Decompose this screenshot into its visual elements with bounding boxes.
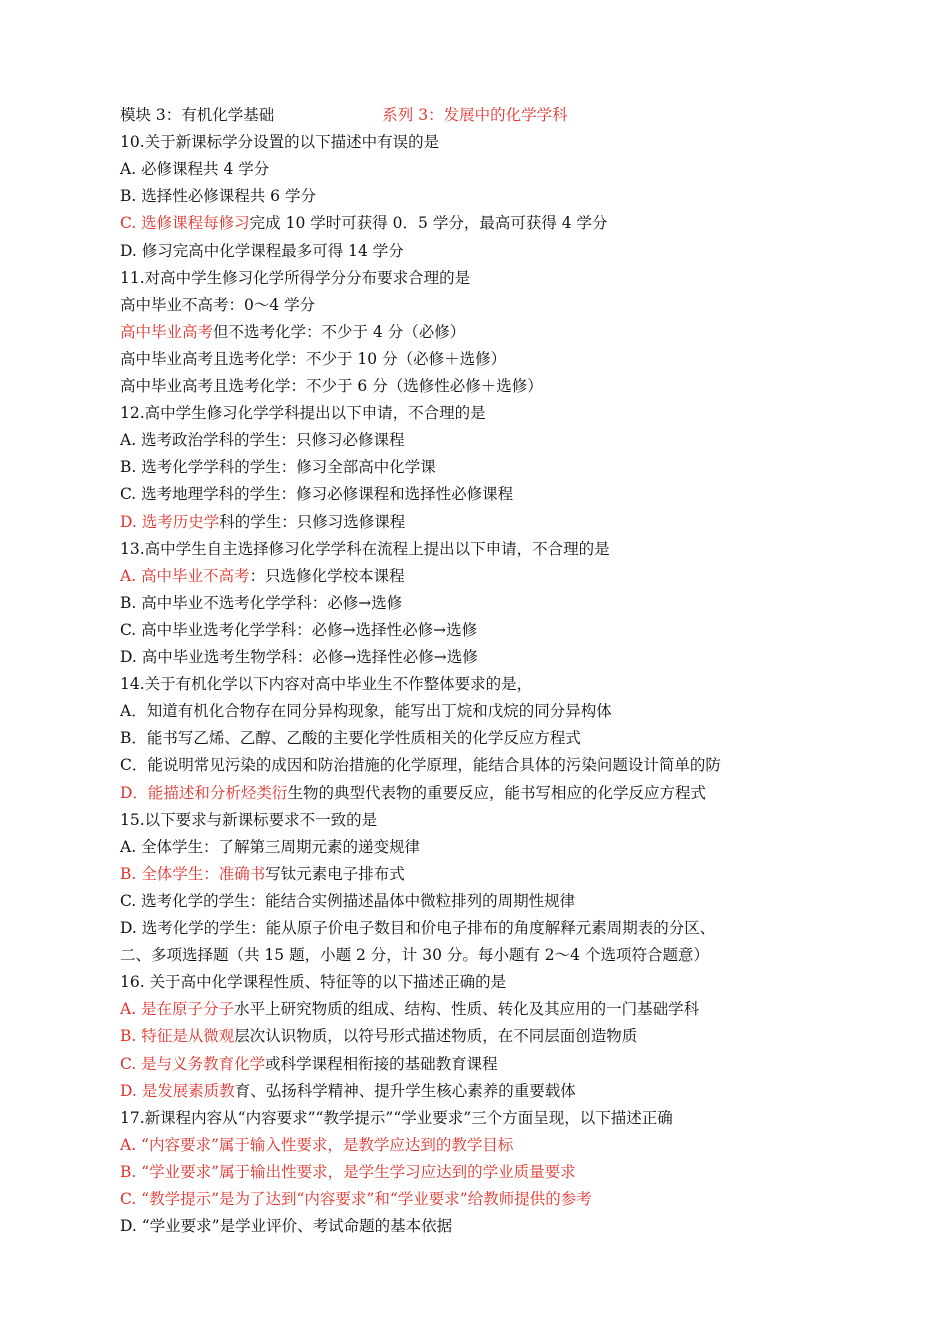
text-segment: 模块 3：有机化学基础 bbox=[120, 106, 275, 124]
text-line bbox=[120, 592, 402, 614]
text-segment: 层次认识物质，以符号形式描述物质，在不同层面创造物质 bbox=[234, 1027, 638, 1046]
text-line bbox=[120, 673, 532, 695]
highlighted-text: A. 高中毕业不高考 bbox=[120, 566, 250, 585]
text-line bbox=[120, 727, 581, 749]
text-line bbox=[120, 131, 439, 153]
text-segment: 13.高中学生自主选择修习化学学科在流程上提出以下申请，不合理的是 bbox=[120, 539, 610, 558]
highlighted-text: C. 选修课程每修习 bbox=[120, 214, 250, 233]
text-line bbox=[120, 646, 478, 668]
text-line bbox=[120, 1080, 576, 1102]
text-line bbox=[120, 267, 470, 289]
text-line bbox=[120, 538, 610, 560]
text-segment: 完成 10 学时可获得 0．5 学分，最高可获得 4 学分 bbox=[249, 214, 608, 233]
text-segment: B．能书写乙烯、乙醇、乙酸的主要化学性质相关的化学反应方程式 bbox=[120, 729, 581, 748]
text-line bbox=[120, 375, 543, 397]
text-segment: D. “学业要求”是学业评价、考试命题的基本依据 bbox=[120, 1217, 453, 1236]
text-segment: B. 高中毕业不选考化学学科：必修→选修 bbox=[120, 593, 403, 612]
text-line bbox=[120, 890, 575, 912]
text-line bbox=[120, 321, 465, 343]
text-segment: A. 必修课程共 4 学分 bbox=[120, 160, 270, 179]
text-line bbox=[120, 348, 506, 370]
text-segment: A. 全体学生：了解第三周期元素的递变规律 bbox=[120, 837, 421, 856]
text-line bbox=[120, 1025, 637, 1047]
text-line bbox=[120, 483, 513, 505]
text-segment: 水平上研究物质的组成、结构、性质、转化及其应用的一门基础学科 bbox=[234, 1000, 700, 1019]
text-line bbox=[120, 1215, 452, 1237]
text-segment: B. 选择性必修课程共 6 学分 bbox=[120, 187, 316, 206]
text-line bbox=[120, 754, 721, 776]
text-line bbox=[120, 511, 405, 533]
text-line bbox=[120, 971, 506, 993]
text-line bbox=[120, 565, 405, 587]
highlighted-text: B. “学业要求”属于输出性要求，是学生学习应达到的学业质量要求 bbox=[120, 1162, 576, 1181]
text-line bbox=[120, 294, 315, 316]
text-line bbox=[120, 1107, 673, 1129]
text-segment: 高中毕业不高考：0～4 学分 bbox=[120, 295, 316, 314]
text-segment: D. 选考化学的学生：能从原子价电子数目和价电子排布的角度解释元素周期表的分区、 bbox=[120, 919, 716, 937]
text-line bbox=[120, 158, 269, 180]
text-segment: 二、多项选择题（共 15 题，小题 2 分，计 30 分。每小题有 2～4 个选项符合题意） bbox=[120, 946, 709, 965]
text-segment: 14.关于有机化学以下内容对高中毕业生不作整体要求的是， bbox=[120, 675, 533, 694]
text-segment: 高中毕业高考且选考化学：不少于 6 分（选修性必修＋选修） bbox=[120, 377, 543, 395]
highlighted-text: C. “教学提示”是为了达到“内容要求”和“学业要求”给教师提供的参考 bbox=[120, 1190, 592, 1208]
text-segment: 高中毕业高考且选考化学：不少于 10 分（必修＋选修） bbox=[120, 349, 507, 368]
text-segment: 15.以下要求与新课标要求不一致的是 bbox=[120, 810, 378, 829]
highlighted-text: B. 特征是从微观 bbox=[120, 1027, 235, 1046]
text-line bbox=[120, 782, 706, 804]
text-line bbox=[120, 863, 405, 885]
text-line bbox=[120, 1053, 498, 1075]
text-segment: B. 选考化学学科的学生：修习全部高中化学课 bbox=[120, 458, 436, 477]
text-segment: 科的学生：只修习选修课程 bbox=[219, 512, 406, 531]
header-line bbox=[120, 104, 568, 126]
text-line bbox=[120, 619, 477, 641]
text-line bbox=[120, 700, 612, 722]
text-line bbox=[120, 240, 404, 262]
text-segment: 育、弘扬科学精神、提升学生核心素养的重要载体 bbox=[234, 1081, 576, 1100]
text-segment: C. 选考地理学科的学生：修习必修课程和选择性必修课程 bbox=[120, 485, 514, 504]
highlighted-text: 高中毕业高考 bbox=[120, 322, 214, 341]
text-line bbox=[120, 1188, 592, 1210]
text-segment: A．知道有机化合物存在同分异构现象，能写出丁烷和戊烷的同分异构体 bbox=[120, 702, 612, 721]
text-segment: D. 修习完高中化学课程最多可得 14 学分 bbox=[120, 241, 404, 260]
text-segment: C．能说明常见污染的成因和防治措施的化学原理，能结合具体的污染问题设计简单的防 bbox=[120, 756, 721, 775]
text-segment: A. 选考政治学科的学生：只修习必修课程 bbox=[120, 431, 405, 450]
highlighted-text: 系列 3：发展中的化学学科 bbox=[382, 106, 568, 124]
text-segment: 12.高中学生修习化学学科提出以下申请，不合理的是 bbox=[120, 404, 486, 423]
text-segment: C. 选考化学的学生：能结合实例描述晶体中微粒排列的周期性规律 bbox=[120, 891, 576, 910]
text-segment: 写钛元素电子排布式 bbox=[265, 864, 405, 883]
text-line bbox=[120, 212, 608, 234]
text-segment: ：只选修化学校本课程 bbox=[249, 566, 405, 585]
highlighted-text: D．能描述和分析烃类衍 bbox=[120, 783, 288, 802]
text-line bbox=[120, 944, 709, 966]
highlighted-text: B. 全体学生：准确书 bbox=[120, 864, 266, 883]
text-line bbox=[120, 456, 436, 478]
text-segment: 17.新课程内容从“内容要求”“教学提示”“学业要求”三个方面呈现，以下描述正确 bbox=[120, 1108, 673, 1127]
text-segment: 16. 关于高中化学课程性质、特征等的以下描述正确的是 bbox=[120, 973, 507, 992]
text-line bbox=[120, 809, 377, 831]
highlighted-text: D. 选考历史学 bbox=[120, 512, 220, 531]
text-line bbox=[120, 402, 486, 424]
text-segment: 但不选考化学：不少于 4 分（必修） bbox=[213, 322, 466, 341]
text-line bbox=[120, 185, 316, 207]
text-line bbox=[120, 917, 715, 939]
highlighted-text: A. 是在原子分子 bbox=[120, 1000, 235, 1019]
text-segment: 或科学课程相衔接的基础教育课程 bbox=[265, 1054, 498, 1073]
text-segment: D. 高中毕业选考生物学科：必修→选择性必修→选修 bbox=[120, 648, 478, 666]
text-segment: C. 高中毕业选考化学学科：必修→选择性必修→选修 bbox=[120, 620, 478, 639]
text-line bbox=[120, 1161, 576, 1183]
text-line bbox=[120, 1134, 513, 1156]
highlighted-text: A. “内容要求”属于输入性要求，是教学应达到的教学目标 bbox=[120, 1135, 514, 1154]
text-segment: 生物的典型代表物的重要反应，能书写相应的化学反应方程式 bbox=[287, 783, 706, 802]
text-line bbox=[120, 998, 699, 1020]
text-line bbox=[120, 836, 420, 858]
highlighted-text: C. 是与义务教育化学 bbox=[120, 1054, 266, 1073]
text-segment: 10.关于新课标学分设置的以下描述中有误的是 bbox=[120, 133, 440, 152]
text-line bbox=[120, 429, 405, 451]
text-segment: 11.对高中学生修习化学所得学分分布要求合理的是 bbox=[120, 268, 471, 287]
highlighted-text: D. 是发展素质教 bbox=[120, 1081, 235, 1100]
